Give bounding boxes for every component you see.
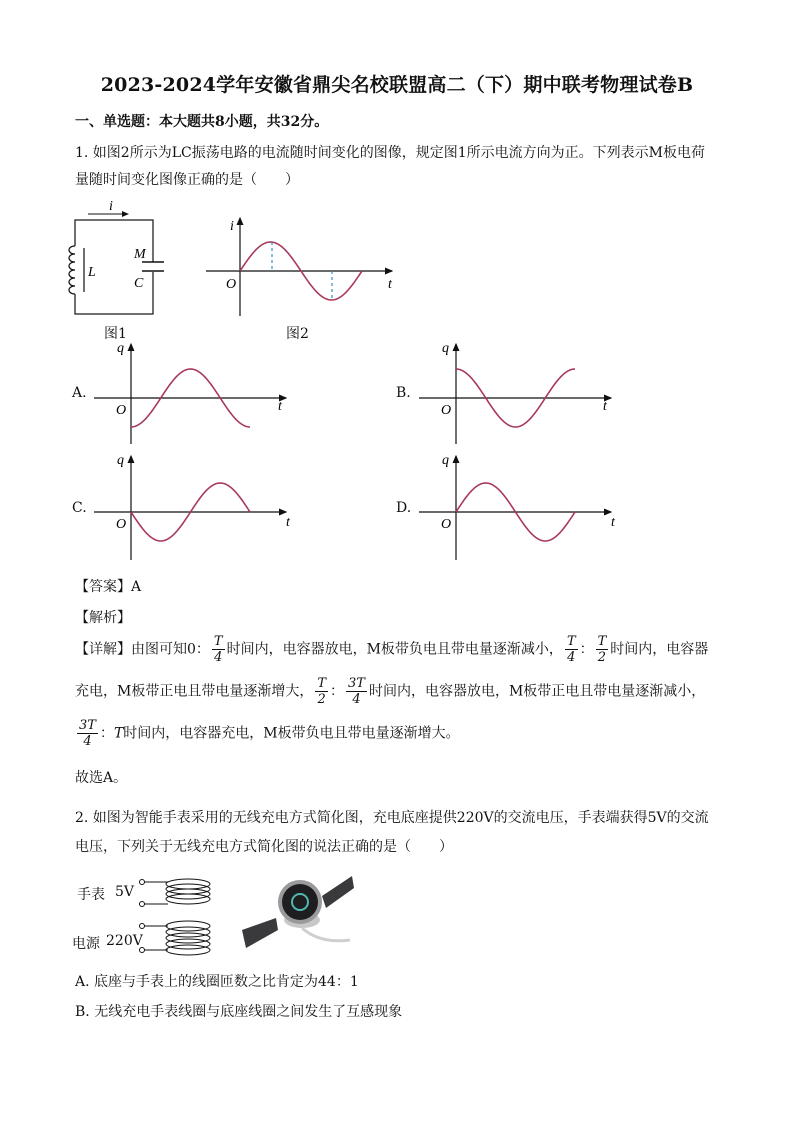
frac-t-4: $\frac{T}{4}$	[213, 634, 223, 665]
current-label: i	[109, 199, 113, 214]
page-title: 2023-2024学年安徽省鼎尖名校联盟高二（下）期中联考物理试卷B	[100, 74, 694, 96]
option-c-key[interactable]: C.	[72, 500, 87, 516]
q2-line2: 电压，下列关于无线充电方式简化图的说法正确的是（ ）	[75, 839, 453, 855]
source-voltage: 220V	[106, 933, 143, 949]
fig2-t-label: t	[388, 277, 392, 292]
option-a-graph[interactable]	[90, 340, 300, 446]
fig2-current-graph	[200, 208, 400, 320]
smartwatch-image	[242, 876, 354, 948]
option-d-key[interactable]: D.	[396, 500, 412, 516]
answer-tag: 【答案】	[75, 579, 131, 595]
frac-t-4b: $\frac{T}{4}$	[566, 634, 576, 665]
detail-period-t: T	[113, 725, 124, 742]
detail-text-2: 时间内，电容器放电，M板带负电且带电量逐渐减小，	[226, 641, 563, 658]
frac-3t-4: $\frac{3T}{4}$	[348, 676, 365, 707]
option-a-key[interactable]: A.	[72, 385, 87, 401]
fig1-caption: 图1	[104, 326, 127, 342]
option-b-q: q	[442, 341, 449, 356]
option-a-o: O	[116, 403, 127, 418]
detail-tag: 【详解】	[75, 641, 131, 658]
detail-text-4: 时间内，电容器	[610, 641, 709, 658]
option-c-q: q	[117, 453, 124, 468]
option-c-graph[interactable]	[90, 452, 300, 562]
base-coil	[166, 921, 210, 955]
circuit-loop	[75, 220, 153, 314]
fig2-caption: 图2	[286, 326, 309, 342]
detail-text-5: 充电，M板带正电且带电量逐渐增大，	[75, 683, 314, 700]
q2-option-b[interactable]: B. 无线充电手表线圈与底座线圈之间发生了互感现象	[75, 1004, 403, 1020]
option-b-graph[interactable]	[415, 340, 625, 446]
detail-text-8: ：	[99, 725, 114, 742]
fig1-lc-circuit	[66, 196, 166, 321]
capacitor-label: C	[134, 276, 144, 291]
answer-value: A	[131, 579, 142, 595]
option-b-key[interactable]: B.	[396, 385, 411, 401]
option-d-o: O	[441, 517, 452, 532]
detail-line3	[75, 718, 460, 749]
q1-line1: 1. 如图2所示为LC振荡电路的电流随时间变化的图像，规定图1所示电流方向为正。下列表示M板电荷	[75, 145, 705, 161]
detail-text-6: ：	[330, 683, 345, 700]
option-a-t: t	[278, 399, 282, 414]
watch-voltage: 5V	[115, 884, 135, 900]
option-b-t: t	[603, 399, 607, 414]
answer-line	[75, 577, 141, 597]
detail-line1	[75, 634, 708, 665]
frac-3t-4b: $\frac{3T}{4}$	[79, 718, 96, 749]
q2-line1: 2. 如图为智能手表采用的无线充电方式简化图，充电底座提供220V的交流电压，手表端获得5V的交流	[75, 810, 709, 826]
detail-text-1: 由图可知0：	[131, 641, 210, 658]
conclusion: 故选A。	[75, 770, 128, 786]
inductor-label: L	[88, 265, 96, 280]
q1-line2: 量随时间变化图像正确的是（ ）	[75, 172, 299, 188]
option-b-o: O	[441, 403, 452, 418]
analysis-tag: 【解析】	[75, 610, 131, 626]
watch-label: 手表	[77, 887, 105, 903]
plate-m-label: M	[134, 247, 146, 262]
detail-text-9: 时间内，电容器充电，M板带负电且带电量逐渐增大。	[123, 725, 460, 742]
option-c-t: t	[286, 515, 290, 530]
option-d-q: q	[442, 453, 449, 468]
detail-line2	[75, 676, 705, 707]
section-heading: 一、单选题：本大题共8小题，共32分。	[75, 114, 329, 130]
option-d-graph[interactable]	[415, 452, 625, 562]
option-d-t: t	[611, 515, 615, 530]
option-c-o: O	[116, 517, 127, 532]
frac-t-2: $\frac{T}{2}$	[597, 634, 607, 665]
detail-text-7: 时间内，电容器放电，M板带正电且带电量逐渐减小，	[368, 683, 706, 700]
option-a-q: q	[117, 341, 124, 356]
source-label: 电源	[72, 936, 100, 952]
fig2-origin-label: O	[226, 277, 237, 292]
frac-t-2b: $\frac{T}{2}$	[317, 676, 327, 707]
watch-coil	[166, 879, 210, 904]
detail-text-3: ：	[579, 641, 594, 658]
q2-option-a[interactable]: A. 底座与手表上的线圈匝数之比肯定为44：1	[75, 974, 359, 990]
fig2-i-label: i	[230, 219, 234, 234]
